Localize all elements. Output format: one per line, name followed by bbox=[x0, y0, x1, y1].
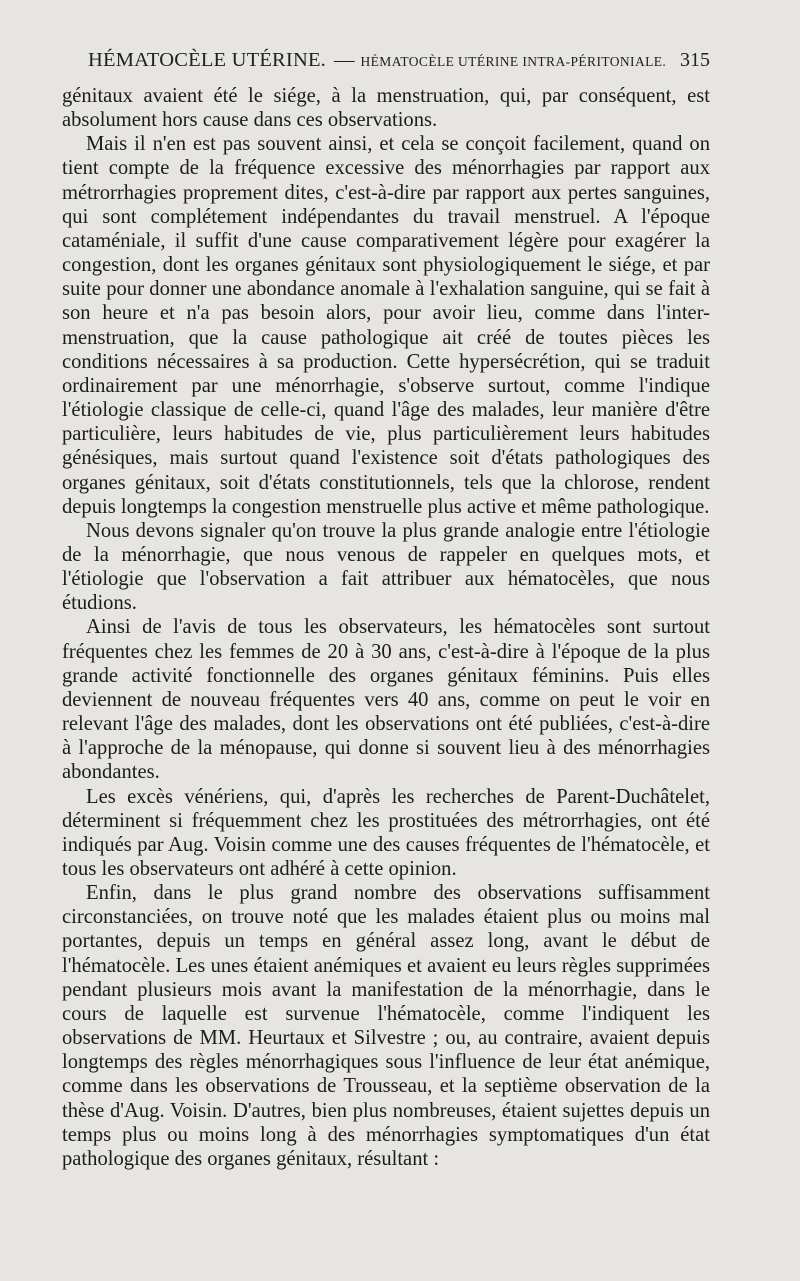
header-dash: — bbox=[334, 49, 355, 71]
paragraph: Enfin, dans le plus grand nombre des observations suffisamment circonstanciées, on trouve noté que les malades étaient plus ou moins mal portantes, depuis un temps en général assez long, avant le début de l'hématocèle. Les unes étaient anémiques et avaient eu leurs règles supprimées pendant plusieurs mois avant la manifestation de la ménorrhagie, dans le cours de laquelle est survenue l'hématocèle, comme l'indiquent les observations de MM. Heurtaux et Silvestre ; ou, au contraire, avaient depuis longtemps des règles ménorrhagiques sous l'influence de leur état anémique, comme dans les observations de Trousseau, et la septième observation de la thèse d'Aug. Voisin. D'autres, bien plus nombreuses, étaient sujettes depuis un temps plus ou moins long à des ménorrhagies symptomatiques d'un état pathologique des organes génitaux, résultant : bbox=[62, 882, 710, 1170]
paragraph: Mais il n'en est pas souvent ainsi, et cela se conçoit facilement, quand on tient compte de la fréquence excessive des ménorrhagies par rapport aux métrorrhagies proprement dites, c'est-à-dire par rapport aux pertes sanguines, qui sont complétement indépendantes du travail menstruel. A l'époque cataméniale, il suffit d'une cause comparativement légère pour exagérer la congestion, dont les organes génitaux sont physiologiquement le siége, et par suite pour donner une abondance anomale à l'exhalation sanguine, qui se fait à son heure et n'a pas besoin alors, pour avoir lieu, comme dans l'inter-menstruation, que la cause pathologique ait créé de toutes pièces les conditions nécessaires à sa production. Cette hypersécrétion, qui se traduit ordinairement par une ménorrhagie, s'observe surtout, comme l'indique l'étiologie classique de celle-ci, quand l'âge des malades, leur manière d'être particulière, leurs habitudes de vie, plus particulièrement leurs habitudes génésiques, mais surtout quand l'existence soit d'états pathologiques des organes génitaux, soit d'états constitutionnels, tels que la chlorose, rendent depuis longtemps la congestion menstruelle plus active et même pathologique. bbox=[62, 133, 710, 518]
page-number: 315 bbox=[680, 49, 710, 71]
body-text bbox=[62, 84, 710, 1171]
section-subtitle: HÉMATOCÈLE UTÉRINE INTRA-PÉRITONIALE. bbox=[360, 54, 667, 69]
running-header bbox=[88, 47, 714, 73]
paragraph-continued: génitaux avaient été le siége, à la menstruation, qui, par conséquent, est absolument hors cause dans ces observations. bbox=[62, 85, 710, 132]
paragraph: Ainsi de l'avis de tous les observateurs, les hématocèles sont surtout fréquentes chez les femmes de 20 à 30 ans, c'est-à-dire à l'époque de la plus grande activité fonctionnelle des organes génitaux féminins. Puis elles deviennent de nouveau fréquentes vers 40 ans, comme on peut le voir en relevant l'âge des malades, dont les observations ont été publiées, c'est-à-dire à l'approche de la ménopause, qui donne si souvent lieu à des ménorrhagies abondantes. bbox=[62, 616, 710, 784]
paragraph: Nous devons signaler qu'on trouve la plus grande analogie entre l'étiologie de la ménorrhagie, que nous venous de rappeler en quelques mots, et l'étiologie que l'observation a fait attribuer aux hématocèles, que nous étudions. bbox=[62, 519, 710, 615]
chapter-title: HÉMATOCÈLE UTÉRINE. bbox=[88, 49, 327, 71]
paragraph: Les excès vénériens, qui, d'après les recherches de Parent-Duchâtelet, déterminent si fréquemment chez les prostituées des métrorrhagies, ont été indiqués par Aug. Voisin comme une des causes fréquentes de l'hématocèle, et tous les observateurs ont adhéré à cette opinion. bbox=[62, 785, 710, 880]
